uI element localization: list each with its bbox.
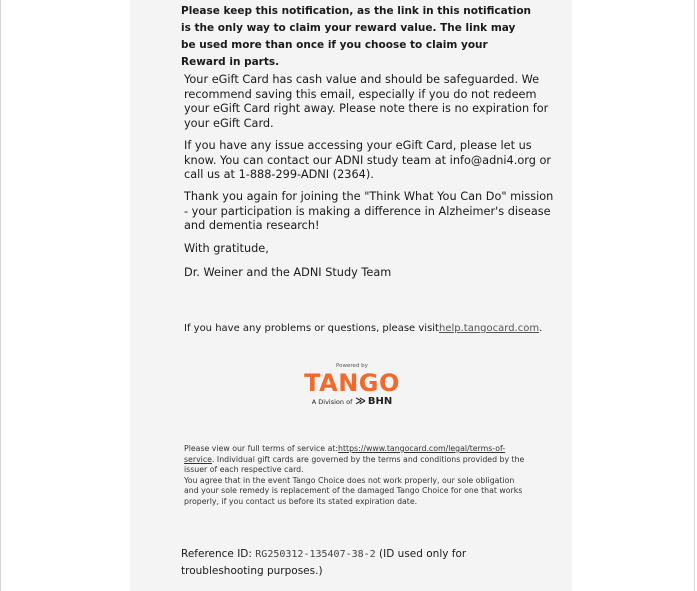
thanks-paragraph: Thank you again for joining the "Think What You Can Do" mission - your participation is making a difference in Alzheimer's disease and dementia research! [184, 190, 554, 233]
contact-paragraph: If you have any issue accessing your eGift Card, please let us know. You can contact our ADNI study team at info@adni4.org or call us at 1-888-299-ADNI (2364). [184, 139, 552, 182]
division-prefix: A Division of [311, 398, 353, 406]
powered-by-text: Powered by [336, 363, 368, 369]
division-line [290, 396, 414, 408]
help-suffix: . [539, 323, 543, 334]
division-name: BHN [367, 396, 393, 407]
cash-value-paragraph: Your eGift Card has cash value and should be safeguarded. We recommend saving this email, especially if you do not redeem your eGift Card right away. Please note there is no expiration for your eGift Card. [184, 73, 549, 131]
terms-section [184, 444, 529, 507]
help-prefix: If you have any problems or questions, please visit [184, 323, 439, 334]
tango-logo [290, 362, 414, 414]
signature-text: Dr. Weiner and the ADNI Study Team [184, 266, 392, 279]
help-line [184, 322, 556, 336]
terms-agreement: You agree that in the event Tango Choice does not work properly, our sole obligation and your sole remedy is replacement of the damaged Tango Choice for one that works properly, if you contact us before its stated expiration date. [184, 475, 523, 506]
terms-suffix: . Individual gift cards are governed by the terms and conditions provided by the issuer of each respective card. [184, 454, 525, 474]
reference-id [181, 546, 501, 579]
notice-text: Please keep this notification, as the link in this notification is the only way to claim your reward value. The link may be used more than once if you choose to claim your Reward in parts. [181, 5, 532, 68]
tango-brand: TANGO [304, 369, 400, 397]
terms-paragraph [184, 444, 529, 476]
help-link[interactable]: help.tangocard.com [438, 323, 540, 334]
closing-text: With gratitude, [184, 242, 269, 255]
terms-link[interactable]: https://www.tangocard.com/legal/terms-of-service [184, 444, 506, 464]
terms-prefix: Please view our full terms of service at: [184, 444, 339, 453]
reference-code: RG250312-135407-38-2 [255, 549, 376, 560]
reference-note: (ID used only for troubleshooting purposes.) [181, 548, 467, 577]
bhn-swoosh-icon: ≫ [355, 396, 366, 407]
reference-label: Reference ID: [181, 548, 252, 560]
